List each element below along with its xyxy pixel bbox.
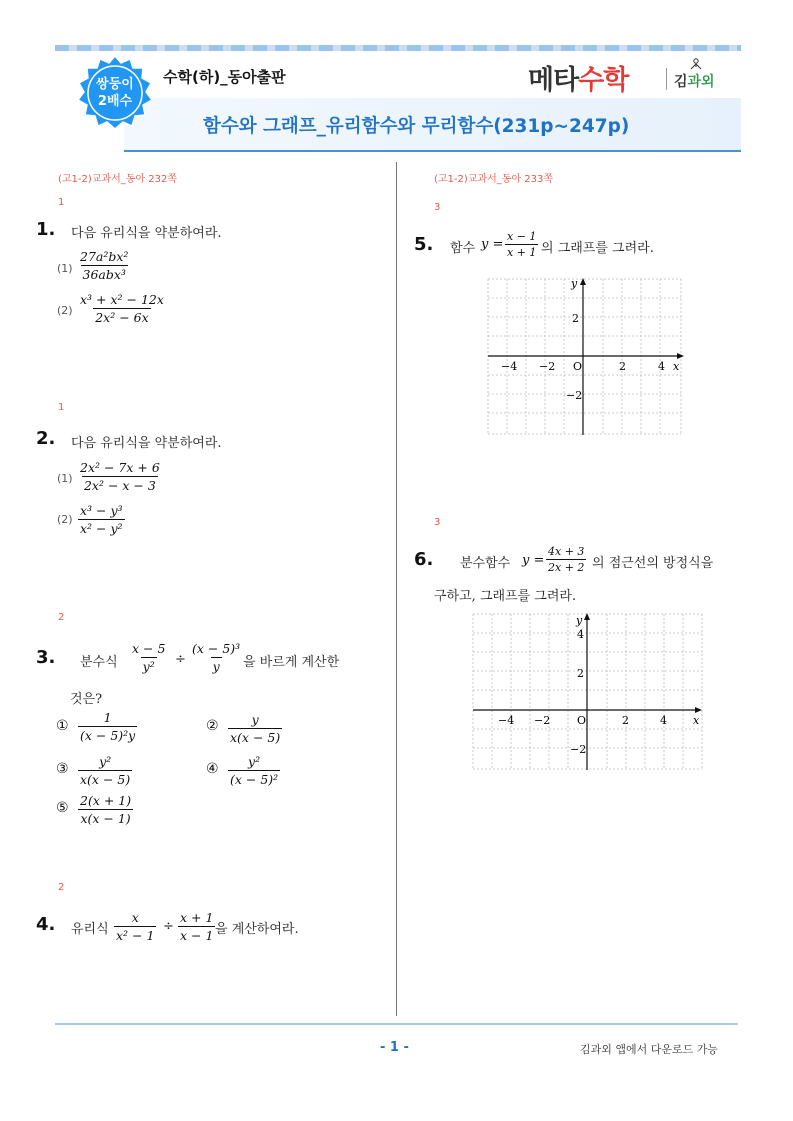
left-source-label: (고1-2)교과서_동아 232쪽	[58, 174, 178, 185]
q6-ytick-1: 4	[577, 628, 584, 641]
q4-number: 4.	[36, 914, 56, 935]
q6-xtick-1: −4	[498, 714, 515, 727]
q4-text-b: 을 계산하여라.	[215, 922, 299, 937]
q2-part1-label: (1)	[57, 472, 73, 485]
q2-part2-fraction	[78, 503, 125, 536]
logo-separator	[666, 68, 667, 90]
q3-choice-5[interactable]	[78, 793, 133, 826]
q1-part2-denominator: 2x² − 6x	[95, 310, 149, 325]
person-icon	[690, 58, 702, 70]
q2-part1-denominator: 2x² − x − 3	[83, 478, 156, 493]
q3-choice-2[interactable]	[228, 712, 282, 745]
q4-fraction-1-denominator: x² − 1	[116, 928, 155, 943]
page-number: - 1 -	[380, 1040, 409, 1055]
q4-divide-sign: ÷	[163, 919, 174, 934]
q3-choice-1[interactable]	[78, 710, 137, 743]
right-source-label: (고1-2)교과서_동아 233쪽	[434, 174, 554, 185]
q3-choice-4-denominator: (x − 5)²	[230, 772, 279, 787]
q5-y-equals: y =	[481, 237, 504, 252]
q3-fraction-2-numerator: (x − 5)³	[192, 641, 241, 656]
q2-part2-denominator: x² − y²	[80, 521, 123, 536]
q5-xtick-1: −4	[501, 360, 518, 373]
q5-number: 5.	[414, 234, 434, 255]
q3-fraction-2	[190, 641, 242, 674]
q1-part1-numerator: 27a²bx²	[80, 249, 129, 264]
q2-part1-fraction	[78, 460, 162, 493]
q3-choice-5-numerator: 2(x + 1)	[80, 793, 132, 808]
q5-x-arrow-icon	[677, 353, 684, 359]
q3-text-c: 것은?	[70, 692, 103, 707]
q5-coordinate-grid	[486, 277, 686, 437]
subject-label: 수학(하)_동아출판	[163, 68, 286, 86]
page-title: 함수와 그래프_유리함수와 무리함수(231p~247p)	[203, 116, 630, 137]
logo2-text-2: 과외	[687, 74, 715, 90]
q3-choice-5-mark[interactable]: ⑤	[56, 800, 69, 816]
q5-ytick-1: 2	[572, 312, 579, 325]
q6-fraction-denominator: 2x + 2	[548, 561, 585, 574]
q5-xtick-2: −2	[539, 360, 556, 373]
q1-part2-numerator: x³ + x² − 12x	[80, 292, 164, 307]
q3-text-b: 을 바르게 계산한	[243, 655, 340, 670]
q5-x-label: x	[673, 360, 680, 373]
badge-line-1: 쌍둥이	[96, 77, 134, 92]
q3-fraction-1-numerator: x − 5	[132, 641, 166, 656]
q6-xtick-2: −2	[534, 714, 551, 727]
q3-fraction-1-denominator: y²	[142, 659, 155, 674]
q6-xtick-3: 2	[622, 714, 629, 727]
q5-ytick-2: −2	[566, 389, 583, 402]
q3-choice-3-numerator: y²	[99, 754, 112, 769]
q6-origin-label: O	[577, 714, 587, 727]
q3-choice-1-numerator: 1	[103, 710, 112, 725]
logo2-text-1: 김	[674, 74, 688, 90]
q6-text-b: 의 점근선의 방정식을	[592, 556, 714, 571]
q4-fraction-2	[178, 910, 215, 943]
q6-text-c: 구하고, 그래프를 그려라.	[434, 589, 577, 604]
q3-choice-3-mark[interactable]: ③	[56, 761, 69, 777]
q6-ytick-2: 2	[577, 667, 584, 680]
q2-part2-numerator: x³ − y³	[80, 503, 123, 518]
q3-choice-1-mark[interactable]: ①	[56, 718, 69, 734]
q6-number: 6.	[414, 549, 434, 570]
q2-level: 1	[58, 402, 65, 413]
column-divider	[396, 162, 397, 1016]
q5-fraction	[505, 230, 538, 259]
footer-note: 김과외 앱에서 다운로드 가능	[580, 1043, 719, 1056]
q5-y-label: y	[571, 277, 578, 290]
q5-text-b: 의 그래프를 그려라.	[541, 241, 654, 256]
badge-line-2: 2배수	[97, 94, 133, 109]
q4-fraction-1	[114, 910, 156, 943]
q6-level: 3	[434, 517, 441, 528]
q4-text-a: 유리식	[71, 922, 109, 937]
q3-level: 2	[58, 612, 65, 623]
q2-part2-label: (2)	[57, 513, 73, 526]
q1-text: 다음 유리식을 약분하여라.	[71, 226, 222, 241]
q1-part1-fraction	[78, 249, 130, 282]
q2-part1-numerator: 2x² − 7x + 6	[80, 460, 160, 475]
q6-coordinate-grid	[471, 612, 705, 772]
q6-fraction-numerator: 4x + 3	[548, 545, 585, 558]
q5-xtick-4: 4	[658, 360, 665, 373]
q4-fraction-2-denominator: x − 1	[180, 928, 214, 943]
q1-level: 1	[58, 197, 65, 208]
q3-choice-4-numerator: y²	[248, 754, 261, 769]
q6-fraction	[546, 545, 586, 574]
q3-fraction-2-denominator: y	[212, 659, 220, 674]
badge-label	[76, 76, 154, 110]
q3-choice-3-denominator: x(x − 5)	[80, 772, 131, 787]
q3-choice-5-denominator: x(x − 1)	[80, 811, 131, 826]
q6-x-arrow-icon	[695, 707, 702, 713]
q3-choice-4[interactable]	[228, 754, 280, 787]
q6-y-equals: y =	[522, 553, 545, 568]
q3-choice-2-denominator: x(x − 5)	[230, 730, 281, 745]
q6-ytick-3: −2	[570, 743, 587, 756]
q1-part2-fraction	[78, 292, 166, 325]
q5-origin-label: O	[573, 360, 583, 373]
q5-fraction-denominator: x + 1	[507, 246, 537, 259]
q3-text-a: 분수식	[80, 655, 118, 670]
logo-text-2: 수학	[578, 65, 629, 96]
q5-text-a: 함수	[450, 241, 476, 256]
q2-number: 2.	[36, 428, 56, 449]
q4-level: 2	[58, 882, 65, 893]
q3-choice-2-numerator: y	[251, 712, 259, 727]
q5-xtick-3: 2	[619, 360, 626, 373]
q2-text: 다음 유리식을 약분하여라.	[71, 436, 222, 451]
q5-level: 3	[434, 202, 441, 213]
q1-number: 1.	[36, 219, 56, 240]
q1-part1-denominator: 36abx³	[82, 267, 126, 282]
q4-fraction-2-numerator: x + 1	[180, 910, 214, 925]
q1-part1-label: (1)	[57, 262, 73, 275]
logo-metamath	[528, 58, 628, 97]
footer-rule	[55, 1023, 738, 1025]
logo-kimgwaoe	[674, 71, 715, 91]
q3-choice-2-mark[interactable]: ②	[206, 718, 219, 734]
q6-text-a: 분수함수	[460, 556, 511, 571]
q1-part2-label: (2)	[57, 304, 73, 317]
q6-x-label: x	[693, 714, 700, 727]
q4-fraction-1-numerator: x	[131, 910, 139, 925]
logo-text-1: 메타	[528, 65, 579, 96]
q3-choice-4-mark[interactable]: ④	[206, 761, 219, 777]
q5-fraction-numerator: x − 1	[507, 230, 537, 243]
q6-y-label: y	[576, 614, 583, 627]
q3-fraction-1	[130, 641, 167, 674]
q3-number: 3.	[36, 647, 56, 668]
q6-xtick-4: 4	[660, 714, 667, 727]
q3-choice-3[interactable]	[78, 754, 132, 787]
header-stripe	[55, 45, 741, 51]
q3-choice-1-denominator: (x − 5)²y	[80, 728, 136, 743]
q3-divide-sign: ÷	[175, 652, 186, 667]
